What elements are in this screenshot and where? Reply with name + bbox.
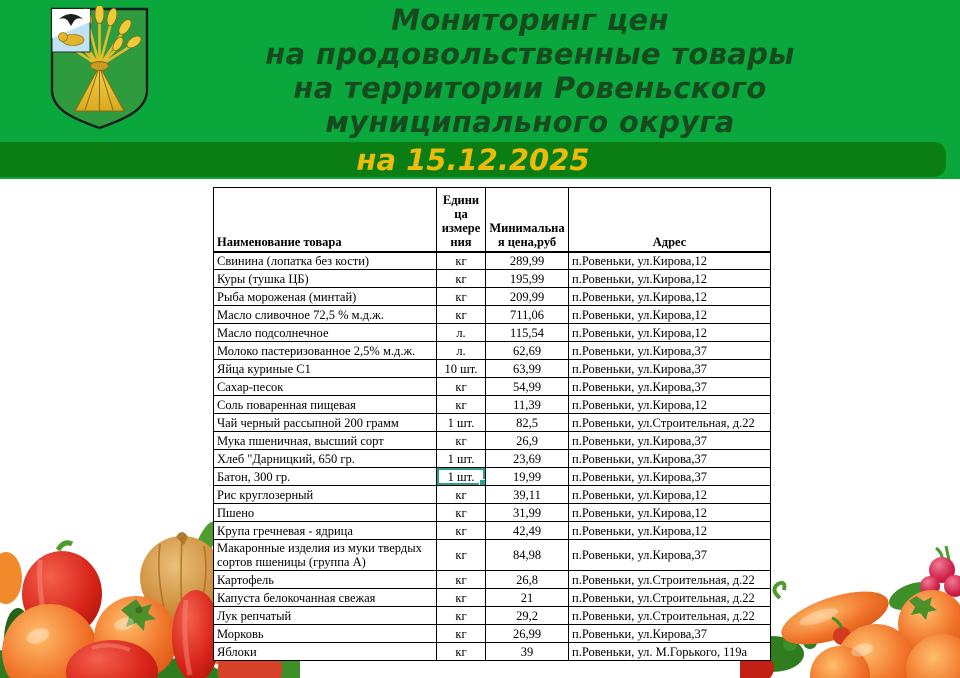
cell-address[interactable]: п.Ровеньки, ул.Кирова,37 bbox=[569, 378, 771, 396]
title-line-1: Мониторинг цен bbox=[391, 3, 669, 37]
cell-name[interactable]: Соль поваренная пищевая bbox=[214, 396, 437, 414]
cell-name[interactable]: Мука пшеничная, высший сорт bbox=[214, 432, 437, 450]
cell-unit[interactable]: кг bbox=[437, 378, 486, 396]
cell-unit[interactable]: кг bbox=[437, 432, 486, 450]
column-header-address[interactable]: Адрес bbox=[569, 188, 771, 252]
column-header-price[interactable]: Минимальная цена,руб bbox=[486, 188, 569, 252]
table-row bbox=[214, 306, 771, 324]
cell-name[interactable]: Яйца куриные С1 bbox=[214, 360, 437, 378]
cell-address[interactable]: п.Ровеньки, ул.Кирова,12 bbox=[569, 306, 771, 324]
cell-unit[interactable]: кг bbox=[437, 625, 486, 643]
cell-address[interactable]: п.Ровеньки, ул.Кирова,37 bbox=[569, 468, 771, 486]
cell-unit[interactable]: кг bbox=[437, 252, 486, 270]
cell-address[interactable]: п.Ровеньки, ул.Кирова,12 bbox=[569, 252, 771, 270]
table-row bbox=[214, 288, 771, 306]
cell-address[interactable]: п.Ровеньки, ул.Кирова,37 bbox=[569, 540, 771, 571]
cell-name[interactable]: Пшено bbox=[214, 504, 437, 522]
cell-price[interactable]: 11,39 bbox=[486, 396, 569, 414]
cell-address[interactable]: п.Ровеньки, ул.Строительная, д.22 bbox=[569, 607, 771, 625]
cell-unit[interactable]: кг bbox=[437, 643, 486, 661]
cell-price[interactable]: 82,5 bbox=[486, 414, 569, 432]
cell-price[interactable]: 62,69 bbox=[486, 342, 569, 360]
cell-name[interactable]: Сахар-песок bbox=[214, 378, 437, 396]
cell-address[interactable]: п.Ровеньки, ул.Кирова,37 bbox=[569, 432, 771, 450]
cell-address[interactable]: п.Ровеньки, ул.Кирова,37 bbox=[569, 625, 771, 643]
table-row bbox=[214, 589, 771, 607]
cell-address[interactable]: п.Ровеньки, ул.Кирова,37 bbox=[569, 342, 771, 360]
cell-name[interactable]: Масло сливочное 72,5 % м.д.ж. bbox=[214, 306, 437, 324]
table-row bbox=[214, 504, 771, 522]
cell-unit[interactable]: кг bbox=[437, 288, 486, 306]
cell-name[interactable]: Хлеб "Дарницкий, 650 гр. bbox=[214, 450, 437, 468]
cell-unit[interactable]: кг bbox=[437, 571, 486, 589]
cell-unit[interactable]: кг bbox=[437, 504, 486, 522]
cell-name[interactable]: Капуста белокочанная свежая bbox=[214, 589, 437, 607]
cell-name[interactable]: Яблоки bbox=[214, 643, 437, 661]
poster-title bbox=[160, 3, 900, 139]
cell-address[interactable]: п.Ровеньки, ул.Строительная, д.22 bbox=[569, 414, 771, 432]
table-row bbox=[214, 360, 771, 378]
cell-unit[interactable]: кг bbox=[437, 306, 486, 324]
cell-unit[interactable]: кг bbox=[437, 589, 486, 607]
cell-price[interactable]: 21 bbox=[486, 589, 569, 607]
table-row bbox=[214, 324, 771, 342]
cell-price[interactable]: 115,54 bbox=[486, 324, 569, 342]
table-row bbox=[214, 468, 771, 486]
cell-price[interactable]: 26,9 bbox=[486, 432, 569, 450]
cell-address[interactable]: п.Ровеньки, ул.Кирова,12 bbox=[569, 288, 771, 306]
coat-of-arms bbox=[47, 6, 152, 132]
cell-address[interactable]: п.Ровеньки, ул.Строительная, д.22 bbox=[569, 589, 771, 607]
cell-name[interactable]: Молоко пастеризованное 2,5% м.д.ж. bbox=[214, 342, 437, 360]
table-row bbox=[214, 643, 771, 661]
cell-unit[interactable]: кг bbox=[437, 270, 486, 288]
vegetables-photo-right bbox=[740, 540, 960, 678]
cell-unit[interactable]: 10 шт. bbox=[437, 360, 486, 378]
cell-price[interactable]: 209,99 bbox=[486, 288, 569, 306]
cell-name[interactable]: Рис круглозерный bbox=[214, 486, 437, 504]
cell-unit[interactable]: кг bbox=[437, 486, 486, 504]
column-header-unit[interactable]: Единица измерения bbox=[437, 188, 486, 252]
cell-name[interactable]: Морковь bbox=[214, 625, 437, 643]
table-row bbox=[214, 396, 771, 414]
cell-name[interactable]: Масло подсолнечное bbox=[214, 324, 437, 342]
cell-price[interactable]: 31,99 bbox=[486, 504, 569, 522]
table-body bbox=[214, 252, 771, 661]
table-row bbox=[214, 607, 771, 625]
cell-address[interactable]: п.Ровеньки, ул.Кирова,12 bbox=[569, 504, 771, 522]
date-label: на 15.12.2025 bbox=[356, 142, 590, 177]
cell-price[interactable]: 19,99 bbox=[486, 468, 569, 486]
table-row bbox=[214, 522, 771, 540]
cell-price[interactable]: 23,69 bbox=[486, 450, 569, 468]
cell-unit[interactable]: л. bbox=[437, 324, 486, 342]
cell-name[interactable]: Картофель bbox=[214, 571, 437, 589]
cell-unit[interactable]: кг bbox=[437, 522, 486, 540]
table-row bbox=[214, 432, 771, 450]
cell-price[interactable]: 289,99 bbox=[486, 252, 569, 270]
header-banner bbox=[0, 0, 960, 179]
cell-name[interactable]: Рыба мороженая (минтай) bbox=[214, 288, 437, 306]
canton-belgorod-arms bbox=[52, 9, 90, 52]
cell-name[interactable]: Крупа гречневая - ядрица bbox=[214, 522, 437, 540]
cell-unit[interactable]: кг bbox=[437, 396, 486, 414]
table-header-row bbox=[214, 188, 771, 252]
table-row bbox=[214, 342, 771, 360]
table-row bbox=[214, 540, 771, 571]
cell-price[interactable]: 54,99 bbox=[486, 378, 569, 396]
cell-price[interactable]: 39 bbox=[486, 643, 569, 661]
cell-address[interactable]: п.Ровеньки, ул.Кирова,37 bbox=[569, 360, 771, 378]
table-row bbox=[214, 450, 771, 468]
cell-unit[interactable]: кг bbox=[437, 540, 486, 571]
cell-address[interactable]: п.Ровеньки, ул.Кирова,12 bbox=[569, 486, 771, 504]
cell-price[interactable]: 42,49 bbox=[486, 522, 569, 540]
cell-name[interactable]: Куры (тушка ЦБ) bbox=[214, 270, 437, 288]
cell-price[interactable]: 195,99 bbox=[486, 270, 569, 288]
cell-price[interactable]: 29,2 bbox=[486, 607, 569, 625]
cell-address[interactable]: п.Ровеньки, ул.Кирова,12 bbox=[569, 522, 771, 540]
cell-price[interactable]: 711,06 bbox=[486, 306, 569, 324]
cell-name[interactable]: Чай черный рассыпной 200 грамм bbox=[214, 414, 437, 432]
table-row bbox=[214, 486, 771, 504]
title-line-4: муниципального округа bbox=[325, 105, 735, 139]
title-line-3: на территории Ровеньского bbox=[293, 71, 767, 105]
cell-address[interactable]: п.Ровеньки, ул.Строительная, д.22 bbox=[569, 571, 771, 589]
cell-name[interactable]: Батон, 300 гр. bbox=[214, 468, 437, 486]
table-row bbox=[214, 270, 771, 288]
cell-address[interactable]: п.Ровеньки, ул.Кирова,12 bbox=[569, 396, 771, 414]
cell-unit[interactable]: кг bbox=[437, 607, 486, 625]
title-line-2: на продовольственные товары bbox=[265, 37, 795, 71]
cell-name[interactable]: Свинина (лопатка без кости) bbox=[214, 252, 437, 270]
date-banner bbox=[0, 142, 946, 177]
cell-price[interactable]: 26,8 bbox=[486, 571, 569, 589]
table-row bbox=[214, 252, 771, 270]
table-row bbox=[214, 414, 771, 432]
cell-address[interactable]: п.Ровеньки, ул.Кирова,12 bbox=[569, 270, 771, 288]
column-header-name[interactable]: Наименование товара bbox=[214, 188, 437, 252]
table-row bbox=[214, 378, 771, 396]
cell-unit[interactable]: л. bbox=[437, 342, 486, 360]
cell-price[interactable]: 84,98 bbox=[486, 540, 569, 571]
cell-name[interactable]: Лук репчатый bbox=[214, 607, 437, 625]
table-row bbox=[214, 625, 771, 643]
cell-name[interactable]: Макаронные изделия из муки твердых сортов пшеницы (группа А) bbox=[214, 540, 437, 571]
price-table bbox=[213, 187, 771, 661]
cell-address[interactable]: п.Ровеньки, ул. М.Горького, 119а bbox=[569, 643, 771, 661]
cell-price[interactable]: 39,11 bbox=[486, 486, 569, 504]
cell-price[interactable]: 63,99 bbox=[486, 360, 569, 378]
cell-address[interactable]: п.Ровеньки, ул.Кирова,37 bbox=[569, 450, 771, 468]
cell-unit[interactable]: 1 шт. bbox=[437, 468, 486, 486]
table-row bbox=[214, 571, 771, 589]
cell-unit[interactable]: 1 шт. bbox=[437, 450, 486, 468]
cell-unit[interactable]: 1 шт. bbox=[437, 414, 486, 432]
cell-price[interactable]: 26,99 bbox=[486, 625, 569, 643]
cell-address[interactable]: п.Ровеньки, ул.Кирова,12 bbox=[569, 324, 771, 342]
